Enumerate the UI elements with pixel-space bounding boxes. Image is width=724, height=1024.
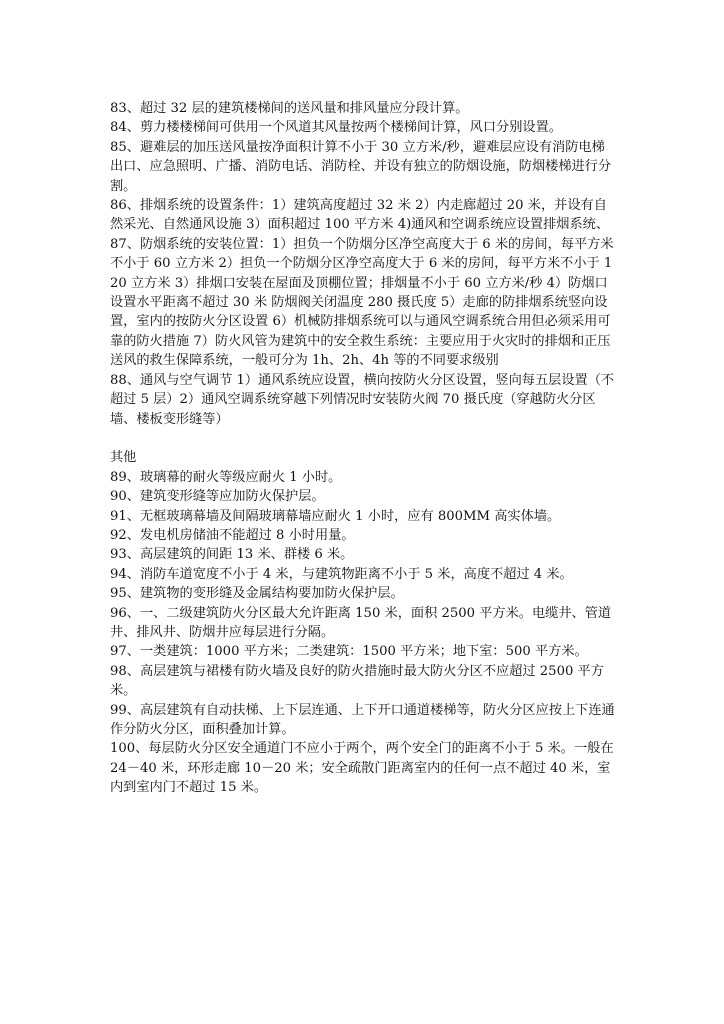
item-91: 91、无框玻璃幕墙及间隔玻璃幕墙应耐火 1 小时，应有 800MM 高实体墙。 bbox=[110, 508, 561, 524]
item-84: 84、剪力楼楼梯间可供用一个风道其风量按两个楼梯间计算，风口分别设置。 bbox=[110, 120, 562, 136]
item-93: 93、高层建筑的间距 13 米、群楼 6 米。 bbox=[110, 547, 354, 563]
item-100: 100、每层防火分区安全通道门不应小于两个，两个安全门的距离不小于 5 米。一般在 24－40 米，环形走廊 10－20 米；安全疏散门距离室内的任何一点不超过 40 米，室内到室内门不超过 15 米。 bbox=[110, 741, 614, 796]
item-85: 85、避难层的加压送风量按净面积计算不小于 30 立方米/秒，避难层应设有消防电梯出口、应急照明、广播、消防电话、消防栓、并设有独立的防烟设施，防烟楼梯进行分割。 bbox=[110, 139, 612, 194]
document-page bbox=[110, 99, 616, 798]
item-89: 89、玻璃幕的耐火等级应耐火 1 小时。 bbox=[110, 469, 342, 485]
section-title-other: 其他 bbox=[110, 450, 137, 466]
item-88: 88、通风与空气调节 1）通风系统应设置，横向按防火分区设置，竖向每五层设置（不超过 5 层）2）通风空调系统穿越下列情况时安装防火阀 70 摄氏度（穿越防火分区墙、楼板变形缝等） bbox=[110, 372, 615, 427]
item-86: 86、排烟系统的设置条件：1）建筑高度超过 32 米 2）内走廊超过 20 米，并设有自然采光、自然通风设施 3）面积超过 100 平方米 4)通风和空调系统应设置排烟系统、 bbox=[110, 198, 610, 233]
item-95: 95、建筑物的变形缝及金属结构要加防火保护层。 bbox=[110, 586, 404, 602]
item-97: 97、一类建筑：1000 平方米；二类建筑：1500 平方米；地下室：500 平方米。 bbox=[110, 644, 588, 660]
item-98: 98、高层建筑与裙楼有防火墙及良好的防火措施时最大防火分区不应超过 2500 平方米。 bbox=[110, 663, 604, 699]
item-94: 94、消防车道宽度不小于 4 米，与建筑物距离不小于 5 米，高度不超过 4 米。 bbox=[110, 566, 573, 582]
item-83: 83、超过 32 层的建筑楼梯间的送风量和排风量应分段计算。 bbox=[110, 101, 469, 116]
blank-line bbox=[110, 429, 616, 448]
item-87: 87、防烟系统的安装位置：1）担负一个防烟分区净空高度大于 6 米的房间，每平方米不小于 60 立方米 2）担负一个防烟分区净空高度大于 6 米的房间，每平方米不小于 120 立方米 3）排烟口安装在屋面及顶棚位置；排烟量不小于 60 立方米/秒 4）防烟口设置水平距离不超过 30 米 防烟阀关闭温度 280 摄氏度 5）走廊的防排烟系统竖向设置，室内的按防火分区设置 6）机械防排烟系统可以与通风空调系统合用但必须采用可靠的防火措施 7）防火风管为建筑中的安全救生系统：主要应用于火灾时的排烟和正压送风的救生保障系统，一般可分为 1h、2h、4h 等的不同要求级别 bbox=[110, 236, 614, 369]
item-90: 90、建筑变形缝等应加防火保护层。 bbox=[110, 489, 325, 505]
item-92: 92、发电机房储油不能超过 8 小时用量。 bbox=[110, 527, 355, 543]
item-96: 96、一、二级建筑防火分区最大允许距离 150 米，面积 2500 平方米。电缆井、管道井、排风井、防烟井应每层进行分隔。 bbox=[110, 605, 612, 640]
item-99: 99、高层建筑有自动扶梯、上下层连通、上下开口通道楼梯等，防火分区应按上下连通作分防火分区，面积叠加计算。 bbox=[110, 702, 615, 737]
